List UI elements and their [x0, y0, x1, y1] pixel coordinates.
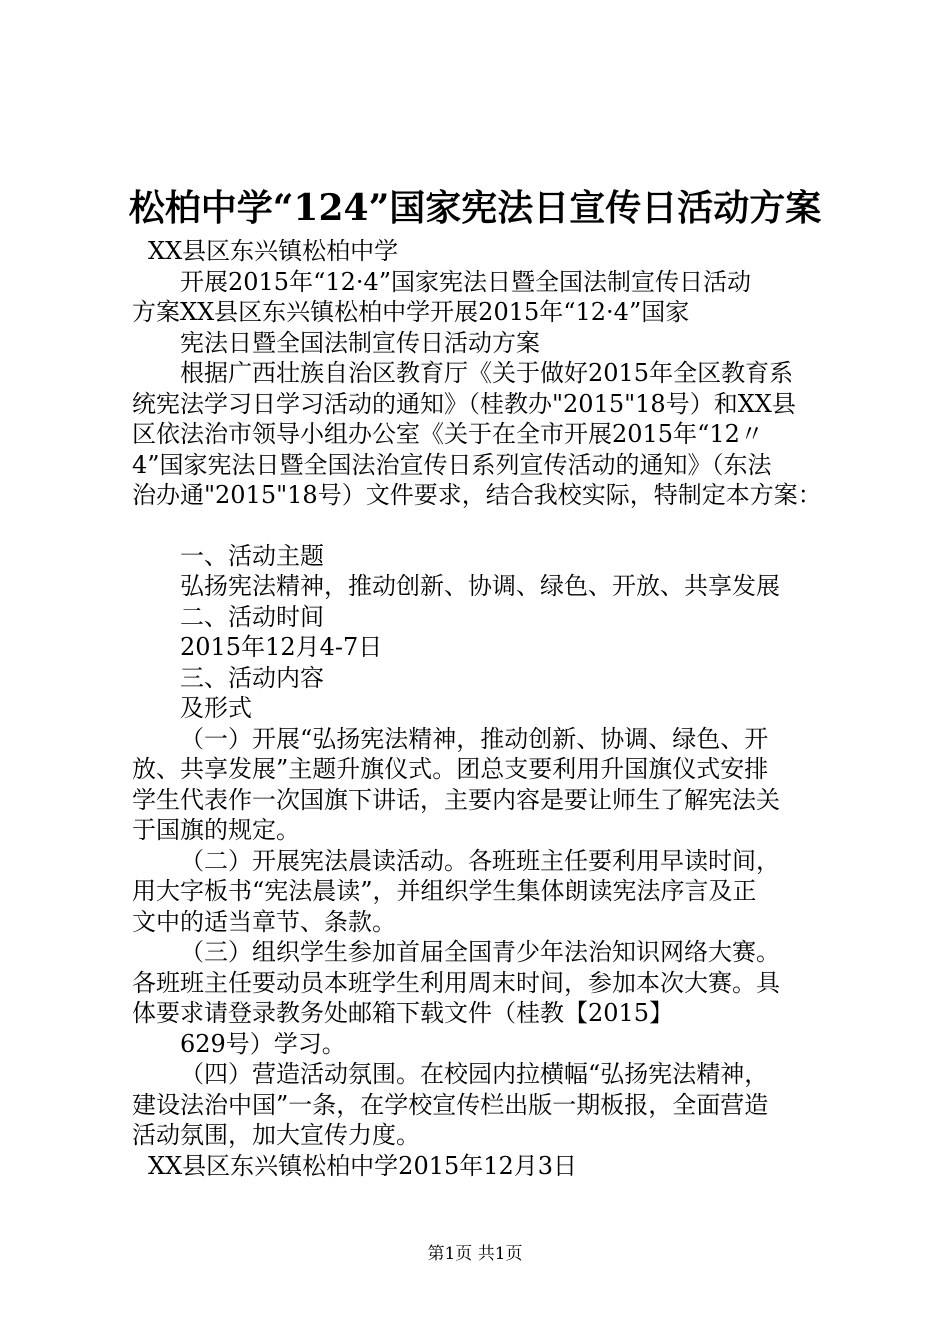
- paragraph-line: 方案XX县区东兴镇松柏中学开展2015年“12·4”国家: [132, 298, 690, 326]
- paragraph-line: 各班班主任要动员本班学生利用周末时间，参加本次大赛。具: [132, 968, 780, 997]
- document-title: 松柏中学“124”国家宪法日宣传日活动方案: [128, 187, 822, 229]
- paragraph-line: 区依法治市领导小组办公室《关于在全市开展2015年“12〃: [132, 420, 764, 448]
- paragraph-line: （三）组织学生参加首届全国青少年法治知识网络大赛。: [180, 938, 780, 966]
- paragraph-line: 学生代表作一次国旗下讲话，主要内容是要让师生了解宪法关: [132, 785, 780, 814]
- paragraph-line: 文中的适当章节、条款。: [132, 907, 396, 936]
- paragraph-line: 治办通"2015"18号）文件要求，结合我校实际，特制定本方案：: [132, 481, 822, 509]
- paragraph-line: 弘扬宪法精神，推动创新、协调、绿色、开放、共享发展: [180, 572, 780, 600]
- paragraph-line: （四）营造活动氛围。在校园内拉横幅“弘扬宪法精神，: [180, 1060, 769, 1088]
- section-heading: 三、活动内容: [180, 663, 324, 692]
- paragraph-line: 开展2015年“12·4”国家宪法日暨全国法制宣传日活动: [180, 267, 752, 296]
- paragraph-line: 629号）学习。: [180, 1029, 346, 1058]
- paragraph-line: 建设法治中国”一条，在学校宣传栏出版一期板报，全面营造: [132, 1090, 769, 1119]
- paragraph-line: （二）开展宪法晨读活动。各班班主任要利用早读时间，: [180, 846, 780, 875]
- page-footer: 第1页 共1页: [427, 1244, 523, 1264]
- paragraph-line: 于国旗的规定。: [132, 816, 300, 844]
- blank-line: [132, 511, 842, 541]
- signature-date-line: XX县区东兴镇松柏中学2015年12月3日: [148, 1151, 578, 1180]
- section-heading: 二、活动时间: [180, 602, 324, 631]
- paragraph-line: 活动氛围，加大宣传力度。: [132, 1121, 420, 1149]
- paragraph-line: 统宪法学习日学习活动的通知》（桂教办"2015"18号）和XX县: [132, 389, 796, 418]
- document-body: [132, 236, 842, 1181]
- school-name-line: XX县区东兴镇松柏中学: [148, 237, 399, 265]
- paragraph-line: 放、共享发展”主题升旗仪式。团总支要利用升国旗仪式安排: [132, 755, 769, 783]
- paragraph-line: 用大字板书“宪法晨读”，并组织学生集体朗读宪法序言及正: [132, 877, 757, 905]
- paragraph-line: （一）开展“弘扬宪法精神，推动创新、协调、绿色、开: [180, 724, 769, 753]
- section-heading: 一、活动主题: [180, 541, 324, 570]
- paragraph-line: 宪法日暨全国法制宣传日活动方案: [180, 328, 540, 357]
- paragraph-line: 体要求请登录教务处邮箱下载文件（桂教【2015】: [132, 999, 674, 1027]
- paragraph-line: 4”国家宪法日暨全国法治宣传日系列宣传活动的通知》（东法: [132, 450, 772, 479]
- paragraph-line: 根据广西壮族自治区教育厅《关于做好2015年全区教育系: [180, 359, 794, 387]
- section-heading: 及形式: [180, 694, 252, 722]
- paragraph-line: 2015年12月4-7日: [180, 633, 383, 661]
